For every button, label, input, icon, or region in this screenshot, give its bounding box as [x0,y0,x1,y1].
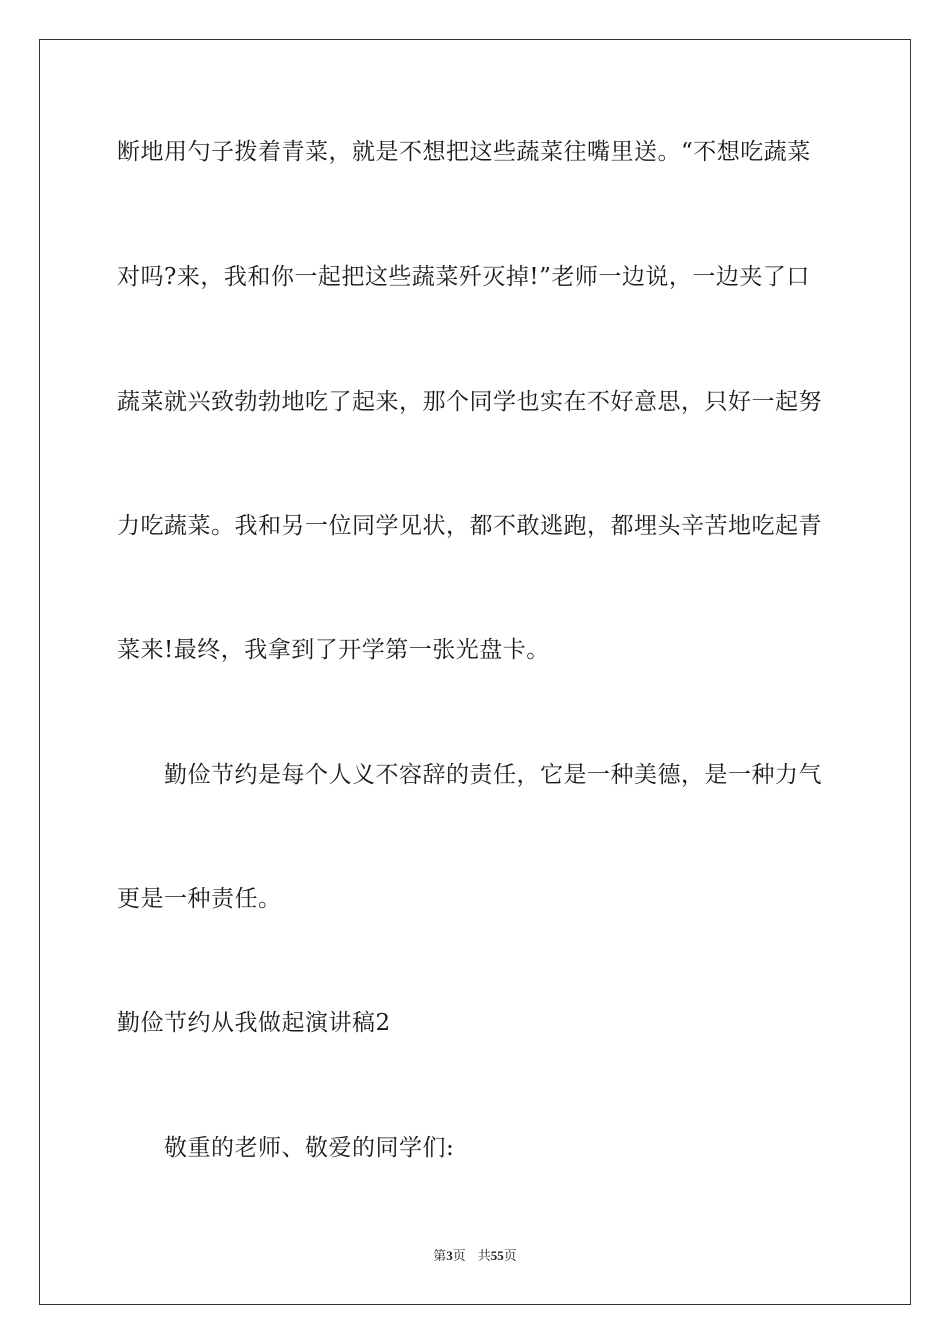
total-label-suffix: 页 [503,1248,517,1263]
body-line-5: 菜来!最终，我拿到了开学第一张光盘卡。 [117,637,550,663]
page-label-suffix: 页 [452,1248,466,1263]
total-pages: 55 [490,1248,504,1263]
section-heading: 勤俭节约从我做起演讲稿2 [117,1010,391,1036]
page-label-prefix: 第 [433,1248,447,1263]
page-number: 3 [446,1248,453,1263]
page-footer [0,1246,950,1266]
body-line-1: 断地用勺子拨着青菜，就是不想把这些蔬菜往嘴里送。“不想吃蔬菜 [117,139,811,165]
page-border [39,39,911,1305]
salutation-line: 敬重的老师、敬爱的同学们: [164,1135,455,1161]
total-label-prefix: 共 [477,1248,491,1263]
paragraph-indented-line: 勤俭节约是每个人义不容辞的责任，它是一种美德，是一种力气 [164,762,822,788]
body-line-2: 对吗?来，我和你一起把这些蔬菜歼灭掉!”老师一边说，一边夹了口 [117,264,810,290]
body-line-7: 更是一种责任。 [117,886,282,912]
body-line-3: 蔬菜就兴致勃勃地吃了起来，那个同学也实在不好意思，只好一起努 [117,389,822,415]
body-line-4: 力吃蔬菜。我和另一位同学见状，都不敢逃跑，都埋头辛苦地吃起青 [117,513,822,539]
